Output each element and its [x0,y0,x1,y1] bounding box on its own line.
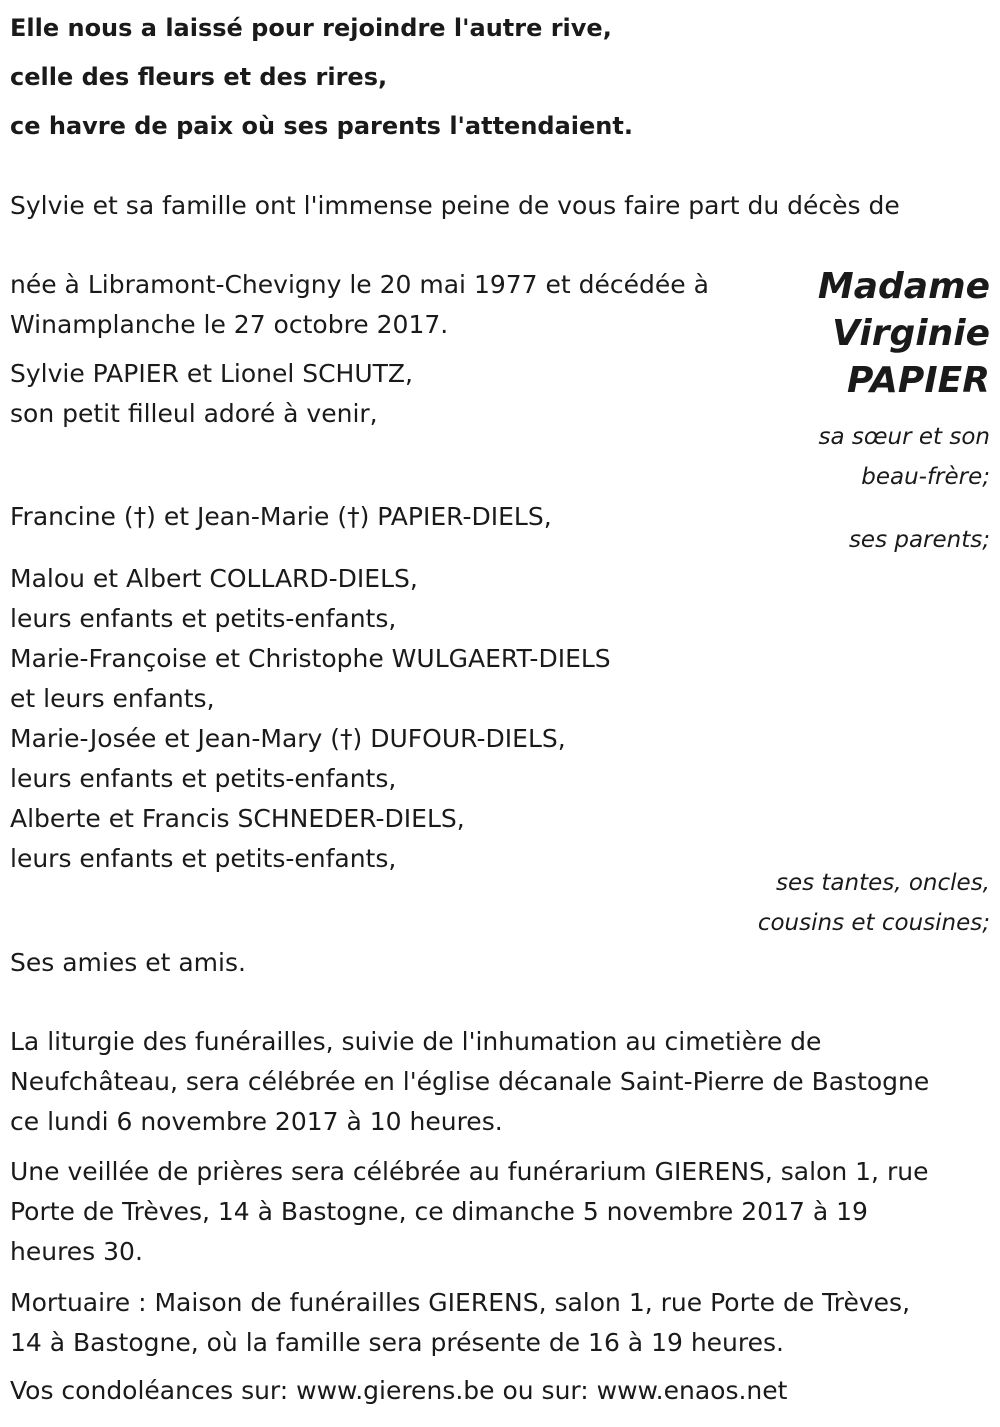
mortuary-line-1: Mortuaire : Maison de funérailles GIERENS, salon 1, rue Porte de Trèves, [10,1288,911,1317]
funeral-line-3: ce lundi 6 novembre 2017 à 10 heures. [10,1107,503,1136]
parents-line: Francine (†) et Jean-Marie (†) PAPIER-DIELS, [10,502,552,531]
deceased-title: Madame [817,266,990,307]
deceased-first-name: Virginie [832,313,990,354]
relatives-line-4: et leurs enfants, [10,684,215,713]
relatives-line-7: Alberte et Francis SCHNEDER-DIELS, [10,804,465,833]
poem-line-1: Elle nous a laissé pour rejoindre l'autre rive, [10,14,612,42]
deceased-last-name: PAPIER [846,360,990,401]
relatives-line-1: Malou et Albert COLLARD-DIELS, [10,564,418,593]
relatives-role-line-1: ses tantes, oncles, [775,870,990,896]
vigil-line-2: Porte de Trèves, 14 à Bastogne, ce dimanche 5 novembre 2017 à 19 [10,1197,868,1226]
vigil-line-3: heures 30. [10,1237,143,1266]
relatives-line-5: Marie-Josée et Jean-Mary (†) DUFOUR-DIELS, [10,724,566,753]
sister-line-2: son petit filleul adoré à venir, [10,399,378,428]
parents-role: ses parents; [848,527,990,553]
funeral-line-1: La liturgie des funérailles, suivie de l'inhumation au cimetière de [10,1027,822,1056]
relatives-line-8: leurs enfants et petits-enfants, [10,844,397,873]
sister-role-line-1: sa sœur et son [818,424,990,450]
birth-death-line-1: née à Libramont-Chevigny le 20 mai 1977 et décédée à [10,270,709,299]
friends-line: Ses amies et amis. [10,948,246,977]
sister-line-1: Sylvie PAPIER et Lionel SCHUTZ, [10,359,414,388]
funeral-line-2: Neufchâteau, sera célébrée en l'église décanale Saint-Pierre de Bastogne [10,1067,930,1096]
condolences-line: Vos condoléances sur: www.gierens.be ou sur: www.enaos.net [10,1376,788,1405]
relatives-line-6: leurs enfants et petits-enfants, [10,764,397,793]
relatives-line-2: leurs enfants et petits-enfants, [10,604,397,633]
poem-line-3: ce havre de paix où ses parents l'attendaient. [10,112,633,140]
vigil-line-1: Une veillée de prières sera célébrée au funérarium GIERENS, salon 1, rue [10,1157,929,1186]
poem-line-2: celle des fleurs et des rires, [10,63,388,91]
sister-role-line-2: beau-frère; [861,464,990,490]
relatives-line-3: Marie-Françoise et Christophe WULGAERT-DIELS [10,644,611,673]
relatives-role-line-2: cousins et cousines; [757,910,990,936]
intro-text: Sylvie et sa famille ont l'immense peine de vous faire part du décès de [10,191,900,220]
birth-death-line-2: Winamplanche le 27 octobre 2017. [10,310,449,339]
mortuary-line-2: 14 à Bastogne, où la famille sera présente de 16 à 19 heures. [10,1328,784,1357]
